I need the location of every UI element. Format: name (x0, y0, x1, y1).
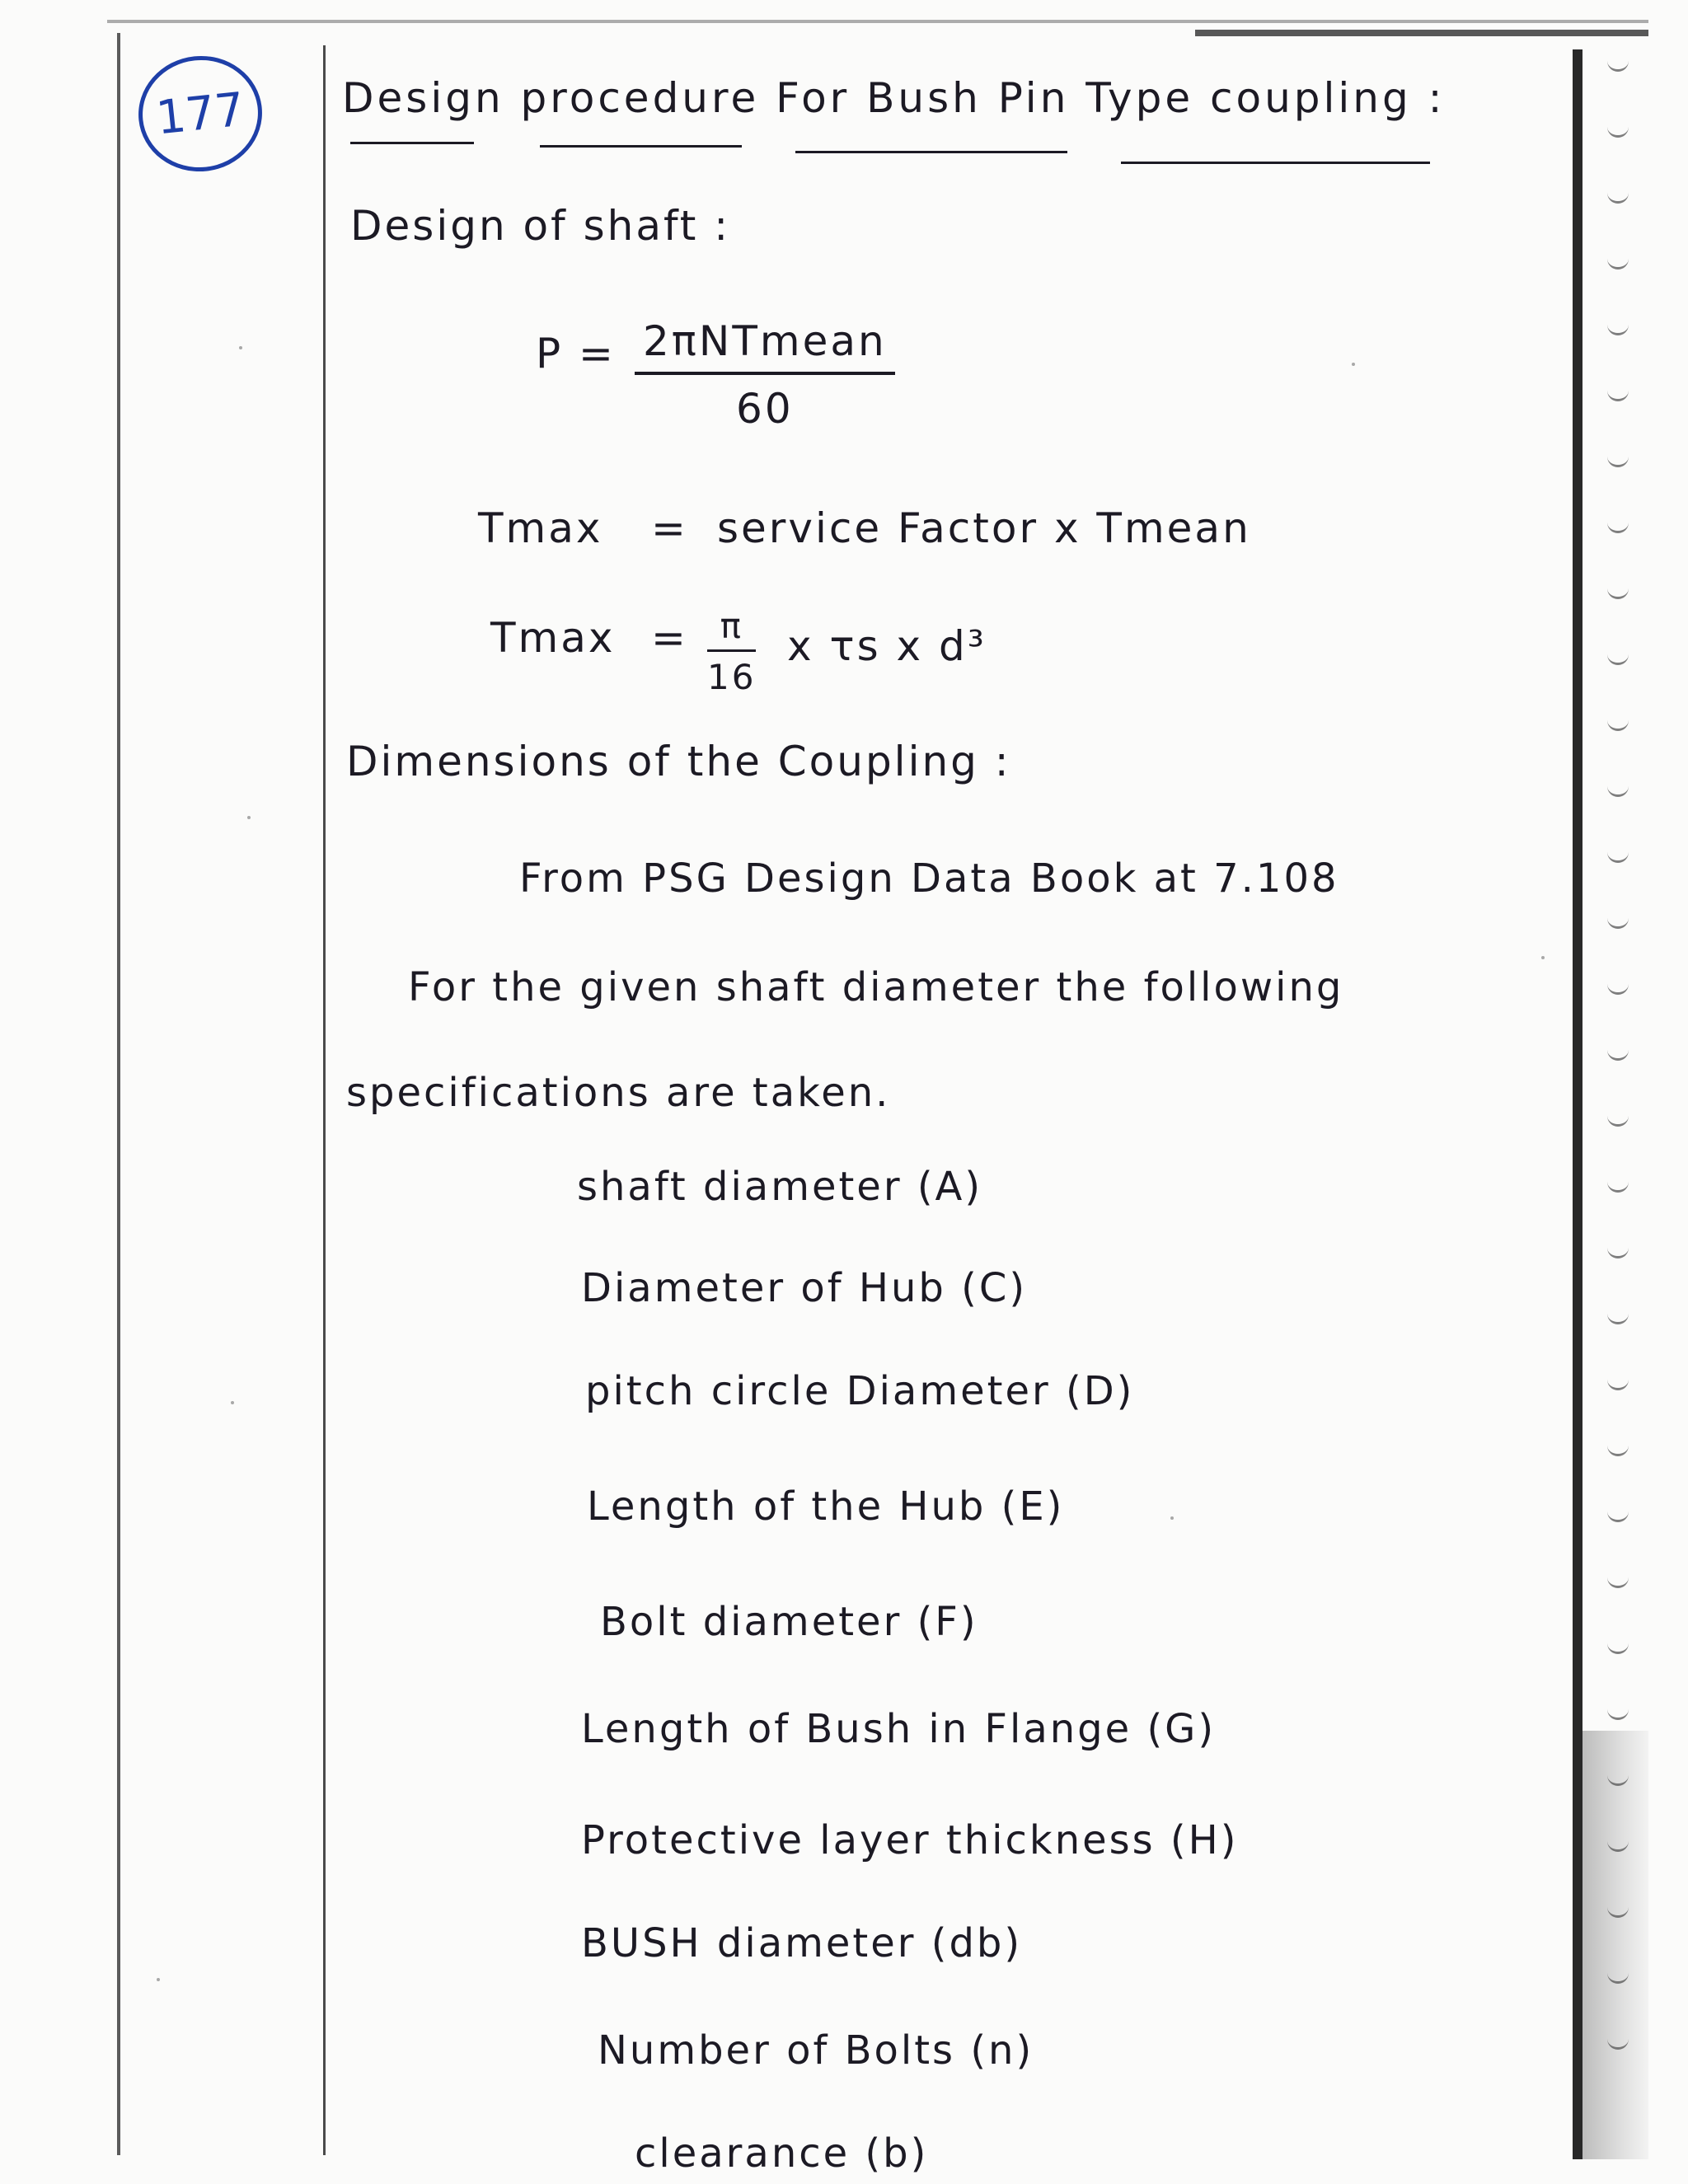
binder-hole (1607, 453, 1629, 467)
margin-line (323, 45, 326, 2155)
spec-item: Protective layer thickness (H) (581, 1817, 1239, 1863)
binder-hole (1607, 321, 1629, 335)
spec-item: pitch circle Diameter (D) (585, 1368, 1135, 1414)
eq3-lhs: Tmax (490, 614, 616, 662)
binder-hole (1607, 651, 1629, 665)
binder-hole (1607, 1310, 1629, 1324)
binder-hole (1607, 1574, 1629, 1588)
scan-speck (231, 1401, 234, 1404)
title-underline-2 (540, 145, 742, 148)
binder-hole (1607, 519, 1629, 533)
eq2-rhs: service Factor x Tmean (717, 504, 1251, 552)
paragraph-line-1: For the given shaft diameter the following (408, 964, 1344, 1010)
dimensions-heading: Dimensions of the Coupling : (346, 738, 1011, 785)
eq2-equals: = (651, 504, 688, 552)
binder-hole (1607, 1442, 1629, 1456)
eq1-lhs: P = (536, 330, 616, 377)
binder-hole (1607, 1508, 1629, 1522)
binder-hole (1607, 1113, 1629, 1127)
spec-item: Diameter of Hub (C) (581, 1265, 1028, 1311)
page-left-edge (117, 33, 120, 2155)
eq3-fraction-bar (707, 649, 756, 652)
shaft-design-heading: Design of shaft : (350, 202, 731, 250)
binder-hole (1607, 849, 1629, 863)
eq1-denominator: 60 (736, 385, 794, 433)
eq2-lhs: Tmax (478, 504, 603, 552)
binder-hole (1607, 387, 1629, 401)
spec-item: Bolt diameter (F) (600, 1599, 978, 1645)
binder-hole (1607, 783, 1629, 797)
eq1-numerator: 2πNTmean (643, 317, 887, 365)
binder-hole (1607, 1970, 1629, 1984)
eq3-denominator: 16 (707, 657, 757, 697)
binder-hole (1607, 1244, 1629, 1258)
eq3-rhs: x τs x d³ (787, 622, 987, 670)
spec-item: BUSH diameter (db) (581, 1920, 1023, 1966)
spec-item: Number of Bolts (n) (598, 2027, 1034, 2074)
binder-hole (1607, 1640, 1629, 1654)
binder-hole (1607, 2036, 1629, 2050)
scan-top-edge-dark (1195, 30, 1648, 36)
binder-hole (1607, 124, 1629, 138)
binder-hole (1607, 255, 1629, 269)
eq3-numerator: π (720, 606, 743, 646)
eq3-equals: = (651, 614, 688, 662)
binder-hole (1607, 1904, 1629, 1918)
title-underline-3 (795, 151, 1067, 153)
binder-hole (1607, 981, 1629, 995)
eq1-fraction (635, 317, 895, 433)
title-underline-4 (1121, 162, 1430, 164)
spec-item: shaft diameter (A) (577, 1164, 983, 1210)
scan-speck (1352, 363, 1355, 366)
spec-item: clearance (b) (635, 2130, 929, 2177)
scan-top-edge (107, 20, 1648, 23)
binder-hole (1607, 717, 1629, 731)
scan-speck (1541, 956, 1545, 959)
title-underline-1 (350, 142, 474, 144)
binder-holes (1607, 58, 1640, 2102)
binder-hole (1607, 1706, 1629, 1720)
binder-hole (1607, 1772, 1629, 1786)
paragraph-line-2: specifications are taken. (346, 1070, 891, 1116)
binder-hole (1607, 58, 1629, 72)
page-number: 177 (133, 50, 268, 178)
scan-speck (239, 346, 242, 349)
scan-speck (1170, 1516, 1174, 1520)
page-title: Design procedure For Bush Pin Type coupling : (342, 74, 1446, 122)
scan-speck (247, 816, 251, 819)
eq1-fraction-bar (635, 372, 895, 375)
binder-hole (1607, 1838, 1629, 1852)
spec-item: Length of the Hub (E) (587, 1483, 1065, 1530)
binder-hole (1607, 585, 1629, 599)
scan-speck (157, 1978, 160, 1981)
binder-hole (1607, 1179, 1629, 1193)
page-right-edge (1573, 49, 1582, 2159)
source-reference: From PSG Design Data Book at 7.108 (519, 855, 1339, 902)
spec-item: Length of Bush in Flange (G) (581, 1706, 1217, 1752)
binder-hole (1607, 1376, 1629, 1390)
binder-hole (1607, 190, 1629, 204)
eq3-fraction (707, 606, 756, 697)
binder-hole (1607, 915, 1629, 929)
binder-hole (1607, 1047, 1629, 1061)
